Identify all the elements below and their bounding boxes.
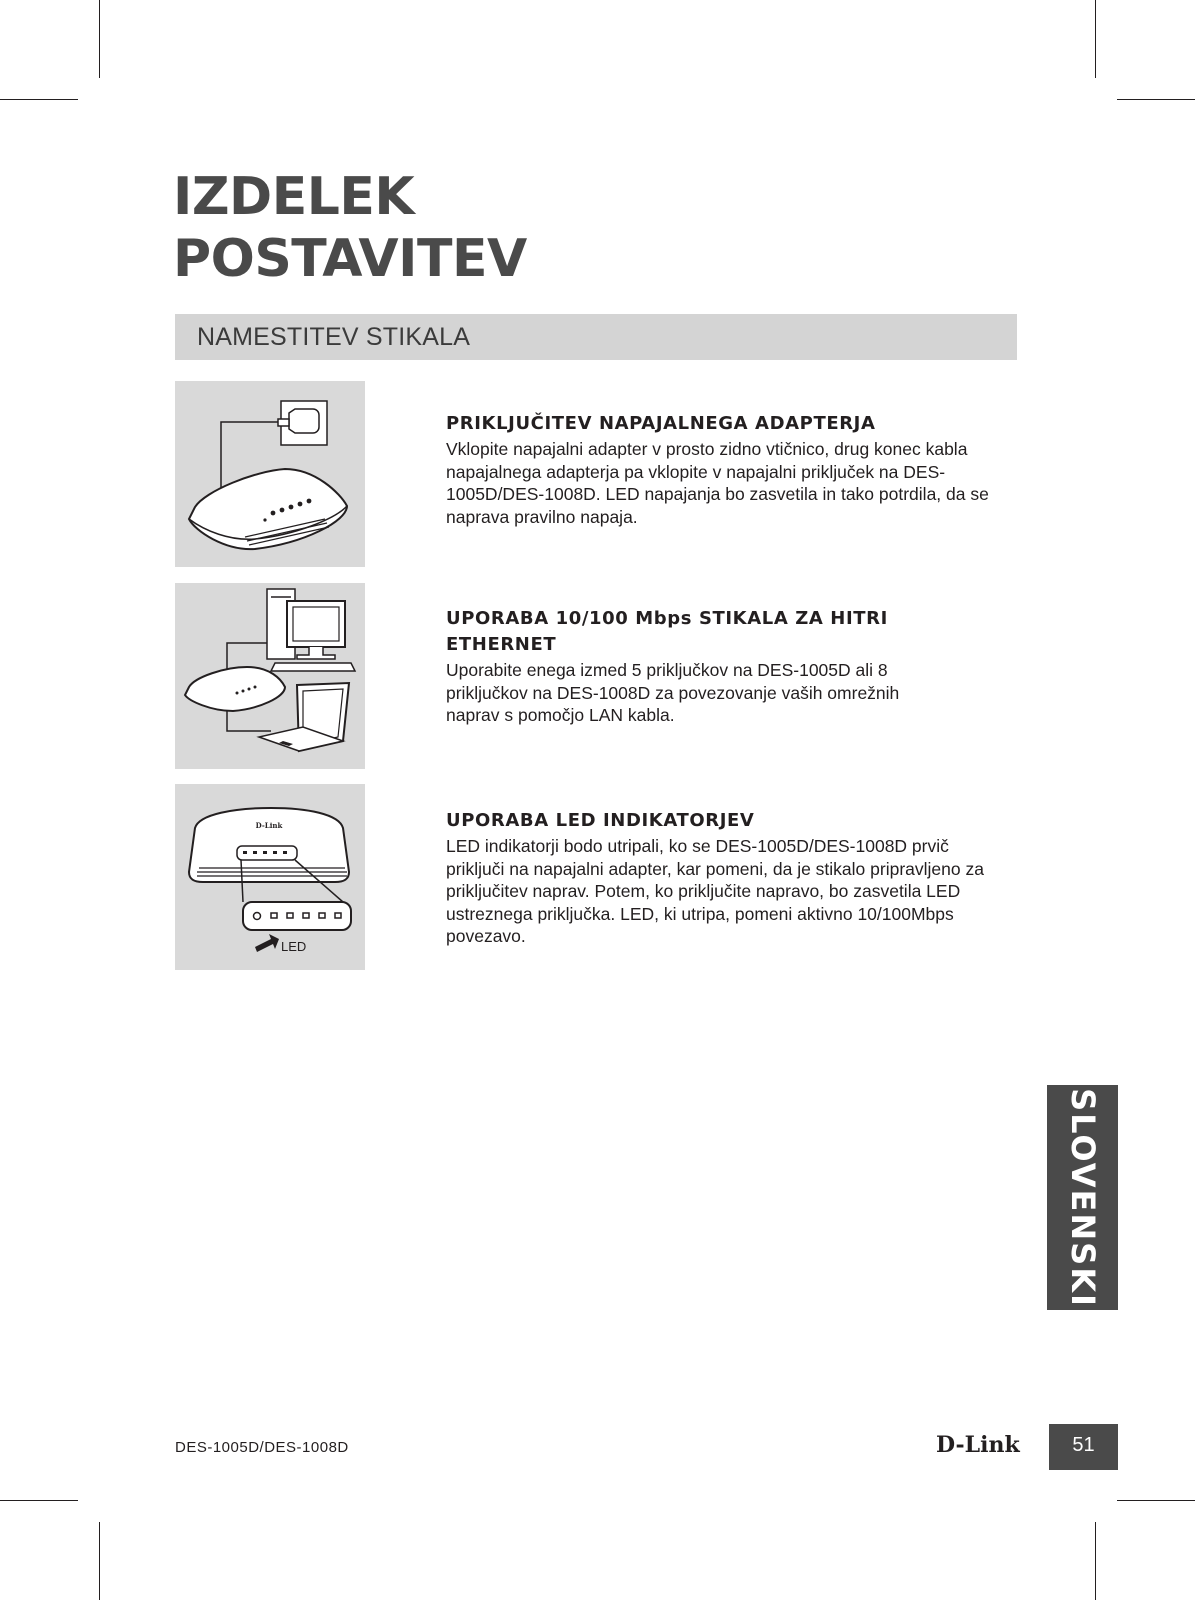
crop-mark bbox=[0, 99, 78, 100]
network-devices-icon bbox=[175, 583, 365, 769]
step-body: Vklopite napajalni adapter v prosto zidno vtičnico, drug konec kabla napajalnega adapterja pa vklopite v napajalni priključek na DES-1005D/DES-1008D. LED napajanja bo zasvetila in tako potrdila, da se naprava pravilno napaja. bbox=[446, 439, 989, 527]
led-indicators-illustration bbox=[175, 784, 365, 970]
crop-mark bbox=[99, 1522, 100, 1600]
brand-logo: D-Link bbox=[936, 1432, 1020, 1458]
page-number: 51 bbox=[1072, 1434, 1095, 1456]
device-brand-label: D-Link bbox=[255, 821, 283, 830]
step-power-adapter bbox=[446, 411, 1006, 528]
switch-power-icon bbox=[175, 381, 365, 567]
crop-mark bbox=[1095, 1522, 1096, 1600]
crop-mark bbox=[1095, 0, 1096, 78]
section-heading-bar bbox=[175, 314, 1017, 360]
crop-mark bbox=[99, 0, 100, 78]
page-title-line2: POSTAVITEV bbox=[173, 229, 527, 289]
step-ethernet-switch bbox=[446, 606, 936, 727]
footer-model: DES-1005D/DES-1008D bbox=[175, 1439, 349, 1456]
page-title bbox=[173, 166, 527, 290]
crop-mark bbox=[1117, 1500, 1195, 1501]
language-tab bbox=[1047, 1085, 1118, 1310]
step-body: LED indikatorji bodo utripali, ko se DES-1005D/DES-1008D prvič priključi na napajalni adapter, kar pomeni, da je stikalo pripravljeno za priključitev naprav. Potem, ko priključite napravo, bo zasvetila LED ustreznega priključka. LED, ki utripa, pomeni aktivno 10/100Mbps povezavo. bbox=[446, 836, 984, 947]
page-title-line1: IZDELEK bbox=[173, 167, 415, 227]
led-label: LED bbox=[281, 939, 307, 954]
led-panel-icon bbox=[175, 784, 365, 970]
step-body: Uporabite enega izmed 5 priključkov na DES-1005D ali 8 priključkov na DES-1008D za povezovanje vaših omrežnih naprav s pomočjo LAN kabla. bbox=[446, 660, 900, 726]
crop-mark bbox=[1117, 99, 1195, 100]
step-heading: UPORABA LED INDIKATORJEV bbox=[446, 810, 755, 831]
power-adapter-illustration bbox=[175, 381, 365, 567]
page-number-box bbox=[1049, 1424, 1118, 1470]
crop-mark bbox=[0, 1500, 78, 1501]
step-heading: UPORABA 10/100 Mbps STIKALA ZA HITRI ETHERNET bbox=[446, 608, 888, 655]
section-heading: NAMESTITEV STIKALA bbox=[197, 323, 471, 351]
step-heading: PRIKLJUČITEV NAPAJALNEGA ADAPTERJA bbox=[446, 413, 876, 434]
ethernet-devices-illustration bbox=[175, 583, 365, 769]
step-led-indicators bbox=[446, 808, 1006, 948]
language-tab-label: SLOVENSKI bbox=[1063, 1087, 1102, 1308]
